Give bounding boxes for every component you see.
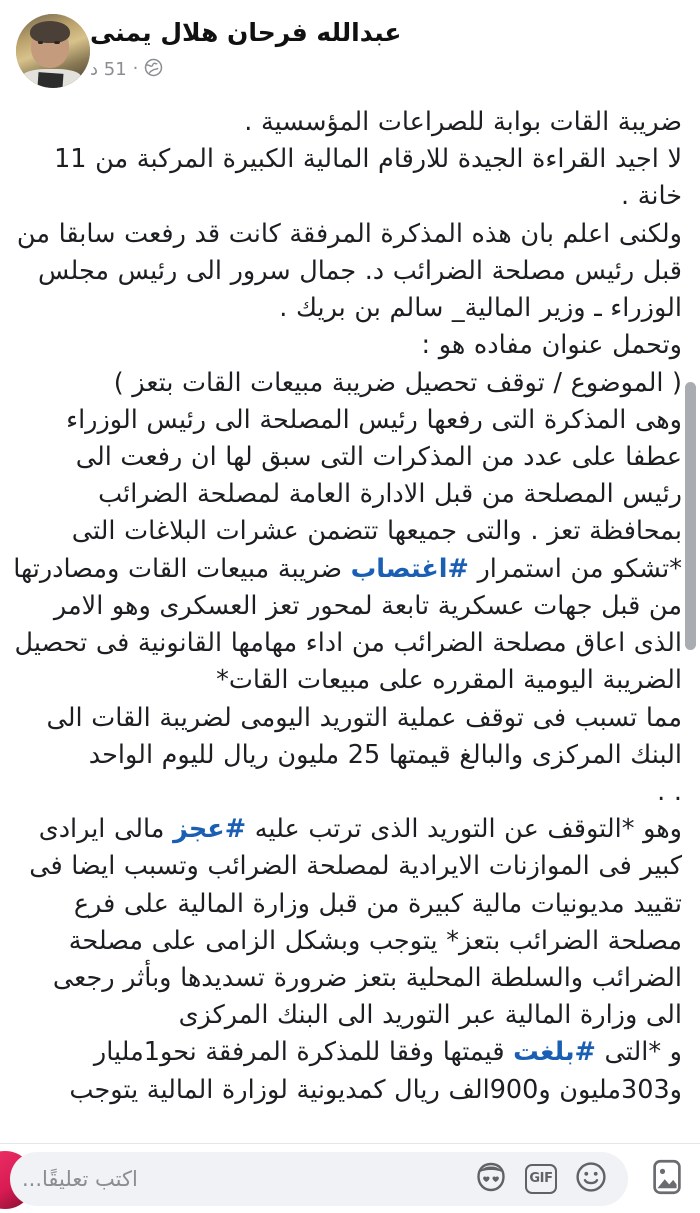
avatar-eye-left — [38, 41, 43, 44]
photo-icon — [652, 1159, 682, 1199]
post-paragraph: وتحمل عنوان مفاده هو : — [421, 330, 682, 361]
gif-button[interactable] — [524, 1162, 558, 1196]
gif-icon: GIF — [525, 1164, 557, 1194]
avatar-sticker-icon — [474, 1161, 508, 1197]
paragraph-prefix: *تشكو من استمرار — [468, 553, 682, 584]
post-paragraph: ( الموضوع / توقف تحصيل ضريبة مبيعات القات بتعز ) — [113, 367, 682, 398]
comment-composer-bar — [0, 1143, 700, 1213]
author-avatar[interactable] — [16, 14, 90, 88]
scrollbar-thumb[interactable] — [685, 382, 696, 650]
post-meta-line — [90, 58, 163, 81]
post-paragraph: مما تسبب فى توقف عملية التوريد اليومى لضريبة القات الى البنك المركزى والبالغ قيمتها 25 مليون ريال لليوم الواحد — [46, 702, 682, 770]
comment-tools — [474, 1162, 608, 1196]
post-paragraph-with-hashtag — [12, 551, 682, 700]
emoji-button[interactable] — [574, 1162, 608, 1196]
post-message-text[interactable] — [12, 104, 682, 1109]
avatar-collar — [38, 72, 64, 88]
smiley-icon — [575, 1161, 607, 1197]
post-author-meta — [90, 8, 684, 81]
hashtag-link[interactable]: #بلغت — [513, 1037, 596, 1068]
hashtag-link[interactable]: #عجز — [173, 814, 247, 845]
avatar-sticker-button[interactable] — [474, 1162, 508, 1196]
post-author-name[interactable]: عبدالله فرحان هلال يمنى — [90, 18, 402, 47]
paragraph-prefix: وهو *التوقف عن التوريد الذى ترتب عليه — [246, 814, 682, 845]
comment-placeholder: اكتب تعليقًا... — [22, 1166, 138, 1191]
post-body — [0, 104, 700, 1109]
paragraph-suffix: قيمتها وفقا للمذكرة المرفقة نحو1مليار و303مليون و900الف ريال كمديونية لوزارة المالية يتوجب — [69, 1037, 682, 1105]
post-timestamp[interactable]: 51 د — [90, 58, 127, 80]
post-header — [0, 0, 700, 104]
paragraph-suffix: مالى ايرادى كبير فى الموازنات الايرادية لمصلحة الضرائب وتسبب ايضا فى تقييد مديونيات مالية كبيرة من قبل وزارة المالية على فرع مصلحة الضرائب بتعز* يتوجب وبشكل الزامى على مصلحة الضرائب والسلطة المحلية بتعز ضرورة تسديدها وبأثر رجعى الى وزارة المالية عبر التوريد الى البنك المركزى — [29, 814, 682, 1031]
avatar-eye-right — [54, 41, 59, 44]
post-paragraph: . . — [657, 776, 682, 807]
post-paragraph: وهى المذكرة التى رفعها رئيس المصلحة الى رئيس الوزراء عطفا على عدد من المذكرات التى سبق لها ان رفعت الى رئيس المصلحة من قبل الادارة العامة لمصلحة الضرائب بمحافظة تعز . والتى جميعها تتضمن عشرات البلاغات التى — [66, 404, 682, 547]
post-paragraph-with-hashtag — [12, 811, 682, 1034]
globe-icon — [144, 58, 163, 81]
paragraph-prefix: و *التى — [595, 1037, 682, 1068]
post-paragraph: لا اجيد القراءة الجيدة للارقام المالية الكبيرة المركبة من 11 خانة . — [54, 144, 682, 212]
comment-input-field[interactable] — [10, 1152, 628, 1206]
meta-separator-dot: · — [132, 58, 139, 79]
hashtag-link[interactable]: #اغتصاب — [350, 553, 469, 584]
paragraph-suffix: ضريبة مبيعات القات ومصادرتها من قبل جهات عسكرية تابعة لمحور تعز العسكرى وهو الامر الذى اعاق مصلحة الضرائب من اداء مهامها القانونية فى تحصيل الضريبة اليومية المقرره على مبيعات القات* — [13, 553, 682, 696]
vertical-scrollbar[interactable] — [685, 0, 699, 1145]
avatar-hair — [30, 21, 70, 43]
post-paragraph: ضريبة القات بوابة للصراعات المؤسسية . — [244, 107, 682, 137]
post-paragraph-with-hashtag — [12, 1034, 682, 1108]
attach-photo-button[interactable] — [644, 1156, 690, 1202]
post-paragraph: ولكنى اعلم بان هذه المذكرة المرفقة كانت قد رفعت سابقا من قبل رئيس مصلحة الضرائب د. جمال سرور الى رئيس مجلس الوزراء ـ وزير المالية_ سالم بن بريك . — [16, 218, 682, 324]
